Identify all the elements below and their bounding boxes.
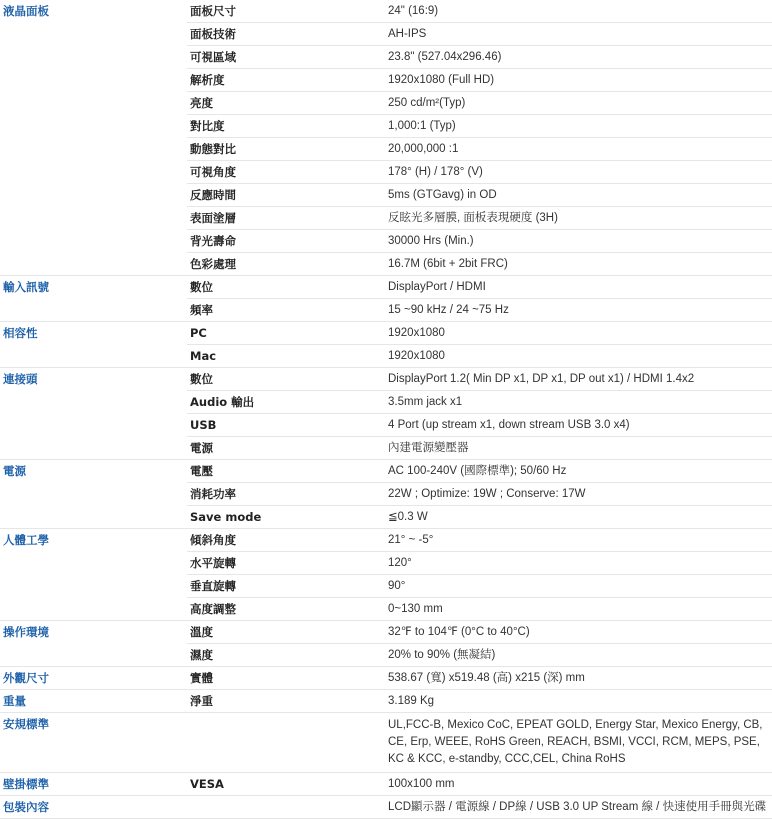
spec-key: Mac bbox=[187, 345, 385, 368]
spec-row bbox=[0, 690, 772, 713]
spec-value: 20,000,000 :1 bbox=[385, 138, 772, 161]
spec-key: 對比度 bbox=[187, 115, 385, 138]
spec-category bbox=[0, 253, 187, 276]
spec-category: 輸入訊號 bbox=[3, 280, 49, 294]
spec-category bbox=[0, 391, 187, 414]
spec-row bbox=[0, 460, 772, 483]
spec-row bbox=[0, 644, 772, 667]
spec-row bbox=[0, 437, 772, 460]
spec-row bbox=[0, 276, 772, 299]
spec-row bbox=[0, 483, 772, 506]
spec-key: 頻率 bbox=[187, 299, 385, 322]
spec-category bbox=[0, 552, 187, 575]
spec-row bbox=[0, 667, 772, 690]
spec-category: 相容性 bbox=[3, 326, 38, 340]
spec-key: 面板技術 bbox=[187, 23, 385, 46]
spec-row bbox=[0, 575, 772, 598]
spec-value: 178° (H) / 178° (V) bbox=[385, 161, 772, 184]
spec-value: 30000 Hrs (Min.) bbox=[385, 230, 772, 253]
spec-value: ≦0.3 W bbox=[385, 506, 772, 529]
spec-category bbox=[0, 299, 187, 322]
spec-key: 電源 bbox=[187, 437, 385, 460]
spec-row bbox=[0, 253, 772, 276]
spec-value: 23.8" (527.04x296.46) bbox=[385, 46, 772, 69]
spec-value: 15 ~90 kHz / 24 ~75 Hz bbox=[385, 299, 772, 322]
spec-value: 4 Port (up stream x1, down stream USB 3.0 x4) bbox=[385, 414, 772, 437]
spec-row bbox=[0, 391, 772, 414]
spec-category: 連接頭 bbox=[3, 372, 38, 386]
spec-category bbox=[0, 69, 187, 92]
spec-row bbox=[0, 23, 772, 46]
spec-key: 垂直旋轉 bbox=[187, 575, 385, 598]
spec-key: Audio 輸出 bbox=[187, 391, 385, 414]
spec-category: 操作環境 bbox=[3, 625, 49, 639]
spec-value: 內建電源變壓器 bbox=[385, 437, 772, 460]
spec-key: 高度調整 bbox=[187, 598, 385, 621]
spec-category bbox=[0, 345, 187, 368]
spec-key: VESA bbox=[187, 773, 385, 796]
spec-row bbox=[0, 184, 772, 207]
spec-value: 5ms (GTGavg) in OD bbox=[385, 184, 772, 207]
spec-category: 重量 bbox=[0, 690, 187, 713]
spec-key: 數位 bbox=[187, 276, 385, 299]
spec-row bbox=[0, 322, 772, 345]
spec-row bbox=[0, 773, 772, 796]
spec-category: 壁掛標準 bbox=[0, 773, 187, 796]
spec-row bbox=[0, 299, 772, 322]
spec-category: 電源 bbox=[3, 464, 26, 478]
spec-value: DisplayPort / HDMI bbox=[385, 276, 772, 299]
spec-row bbox=[0, 0, 772, 23]
spec-row bbox=[0, 529, 772, 552]
spec-value: 21° ~ -5° bbox=[385, 529, 772, 552]
spec-value: AC 100-240V (國際標準); 50/60 Hz bbox=[385, 460, 772, 483]
spec-key: 背光壽命 bbox=[187, 230, 385, 253]
spec-value: 22W ; Optimize: 19W ; Conserve: 17W bbox=[385, 483, 772, 506]
spec-row bbox=[0, 161, 772, 184]
spec-key: 亮度 bbox=[187, 92, 385, 115]
spec-row bbox=[0, 552, 772, 575]
spec-row bbox=[0, 92, 772, 115]
spec-key: 可視區域 bbox=[187, 46, 385, 69]
spec-category bbox=[0, 575, 187, 598]
spec-category bbox=[0, 506, 187, 529]
spec-value: 3.189 Kg bbox=[385, 690, 772, 713]
spec-value: 1920x1080 bbox=[385, 345, 772, 368]
spec-row bbox=[0, 621, 772, 644]
spec-key: 水平旋轉 bbox=[187, 552, 385, 575]
spec-row bbox=[0, 138, 772, 161]
spec-key: 實體 bbox=[187, 667, 385, 690]
spec-category bbox=[0, 437, 187, 460]
spec-value: AH-IPS bbox=[385, 23, 772, 46]
spec-category: 人體工學 bbox=[3, 533, 49, 547]
spec-category bbox=[0, 46, 187, 69]
spec-key: 淨重 bbox=[187, 690, 385, 713]
spec-category bbox=[0, 23, 187, 46]
spec-value: 100x100 mm bbox=[385, 773, 772, 796]
spec-value: 0~130 mm bbox=[385, 598, 772, 621]
spec-key: 消耗功率 bbox=[187, 483, 385, 506]
spec-category bbox=[0, 644, 187, 667]
spec-category bbox=[0, 230, 187, 253]
spec-value: 90° bbox=[385, 575, 772, 598]
spec-category: 外觀尺寸 bbox=[0, 667, 187, 690]
spec-category bbox=[0, 483, 187, 506]
spec-value: DisplayPort 1.2( Min DP x1, DP x1, DP out x1) / HDMI 1.4x2 bbox=[385, 368, 772, 391]
spec-value: 16.7M (6bit + 2bit FRC) bbox=[385, 253, 772, 276]
spec-row bbox=[0, 598, 772, 621]
spec-row bbox=[0, 115, 772, 138]
spec-value: 1920x1080 bbox=[385, 322, 772, 345]
spec-key: 表面塗層 bbox=[187, 207, 385, 230]
spec-category bbox=[0, 115, 187, 138]
spec-row bbox=[0, 46, 772, 69]
spec-key: USB bbox=[187, 414, 385, 437]
spec-row bbox=[0, 796, 772, 819]
spec-value: 24" (16:9) bbox=[385, 0, 772, 23]
spec-key: 可視角度 bbox=[187, 161, 385, 184]
spec-row bbox=[0, 713, 772, 773]
spec-value: 250 cd/m²(Typ) bbox=[385, 92, 772, 115]
spec-key bbox=[187, 796, 385, 819]
spec-category bbox=[0, 184, 187, 207]
spec-category bbox=[0, 138, 187, 161]
spec-row bbox=[0, 230, 772, 253]
spec-row bbox=[0, 345, 772, 368]
spec-value: LCD顯示器 / 電源線 / DP線 / USB 3.0 UP Stream 線 / 快速使用手冊與光碟 bbox=[385, 796, 772, 819]
spec-value: 1,000:1 (Typ) bbox=[385, 115, 772, 138]
spec-category: 包裝內容 bbox=[0, 796, 187, 819]
spec-key: 動態對比 bbox=[187, 138, 385, 161]
spec-category bbox=[0, 92, 187, 115]
spec-key: Save mode bbox=[187, 506, 385, 529]
spec-category bbox=[0, 161, 187, 184]
spec-row bbox=[0, 506, 772, 529]
spec-key: 濕度 bbox=[187, 644, 385, 667]
spec-value: 20% to 90% (無凝結) bbox=[385, 644, 772, 667]
spec-key: 面板尺寸 bbox=[187, 0, 385, 23]
spec-key: 色彩處理 bbox=[187, 253, 385, 276]
spec-category bbox=[0, 207, 187, 230]
spec-value: 32℉ to 104℉ (0°C to 40°C) bbox=[385, 621, 772, 644]
spec-category: 安規標準 bbox=[0, 713, 187, 773]
spec-key: 傾斜角度 bbox=[187, 529, 385, 552]
spec-key bbox=[187, 713, 385, 773]
spec-value: 1920x1080 (Full HD) bbox=[385, 69, 772, 92]
spec-key: 數位 bbox=[187, 368, 385, 391]
spec-row bbox=[0, 368, 772, 391]
spec-row bbox=[0, 69, 772, 92]
spec-row bbox=[0, 414, 772, 437]
spec-value: 反眩光多層膜, 面板表現硬度 (3H) bbox=[385, 207, 772, 230]
spec-row bbox=[0, 207, 772, 230]
spec-category bbox=[0, 414, 187, 437]
spec-value: UL,FCC-B, Mexico CoC, EPEAT GOLD, Energy Star, Mexico Energy, CB, CE, Erp, WEEE, RoHS Green, REACH, BSMI, VCCI, RCM, MEPS, PSE, KC & KCC, e-standby, CCC,CEL, China RoHS bbox=[385, 713, 772, 773]
spec-key: 電壓 bbox=[187, 460, 385, 483]
spec-key: PC bbox=[187, 322, 385, 345]
spec-value: 3.5mm jack x1 bbox=[385, 391, 772, 414]
spec-category: 液晶面板 bbox=[3, 4, 49, 18]
spec-value: 120° bbox=[385, 552, 772, 575]
spec-key: 溫度 bbox=[187, 621, 385, 644]
spec-key: 解析度 bbox=[187, 69, 385, 92]
spec-value: 538.67 (寬) x519.48 (高) x215 (深) mm bbox=[385, 667, 772, 690]
spec-key: 反應時間 bbox=[187, 184, 385, 207]
spec-category bbox=[0, 598, 187, 621]
